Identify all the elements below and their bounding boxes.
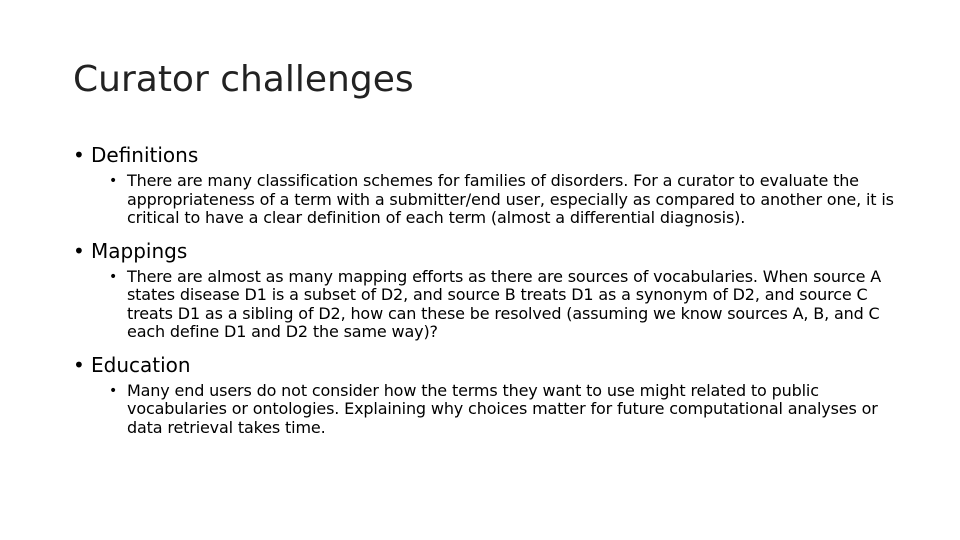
sub-bullet-text: There are almost as many mapping efforts as there are sources of vocabularies. When source A states disease D1 is a subset of D2, and source B treats D1 as a synonym of D2, and source C treats D1 as a sibling of D2, how can these be resolved (assuming we know sources A, B, and C each define D1 and D2 the same way)? — [127, 266, 882, 341]
slide-title: Curator challenges — [73, 59, 414, 100]
sub-bullet-item — [109, 382, 907, 438]
bullet-item — [73, 238, 893, 264]
section-definitions — [73, 142, 893, 228]
section-mappings — [73, 238, 893, 342]
bullet-icon: • — [73, 143, 85, 167]
sub-bullet-icon: • — [109, 173, 118, 189]
sub-bullet-text: Many end users do not consider how the terms they want to use might related to public vocabularies or ontologies. Explaining why choices matter for future computational analyses or data retrieval takes time. — [127, 380, 878, 437]
bullet-icon: • — [73, 238, 85, 263]
sub-bullet-text: There are many classification schemes for families of disorders. For a curator to evaluate the appropriateness of a term with a submitter/end user, especially as compared to another one, it is critical to have a clear definition of each term (almost a differential diagnosis). — [127, 171, 894, 227]
bullet-list — [73, 142, 893, 447]
sub-bullet-item — [109, 172, 907, 228]
bullet-heading: Definitions — [91, 143, 199, 167]
bullet-item — [73, 352, 893, 378]
bullet-item — [73, 142, 893, 168]
bullet-heading: Mappings — [91, 238, 188, 263]
sub-bullet-icon: • — [109, 382, 118, 399]
sub-bullet-item — [109, 268, 907, 342]
bullet-icon: • — [73, 352, 85, 377]
sub-bullet-icon: • — [109, 268, 118, 285]
section-education — [73, 352, 893, 438]
bullet-heading: Education — [91, 352, 191, 377]
